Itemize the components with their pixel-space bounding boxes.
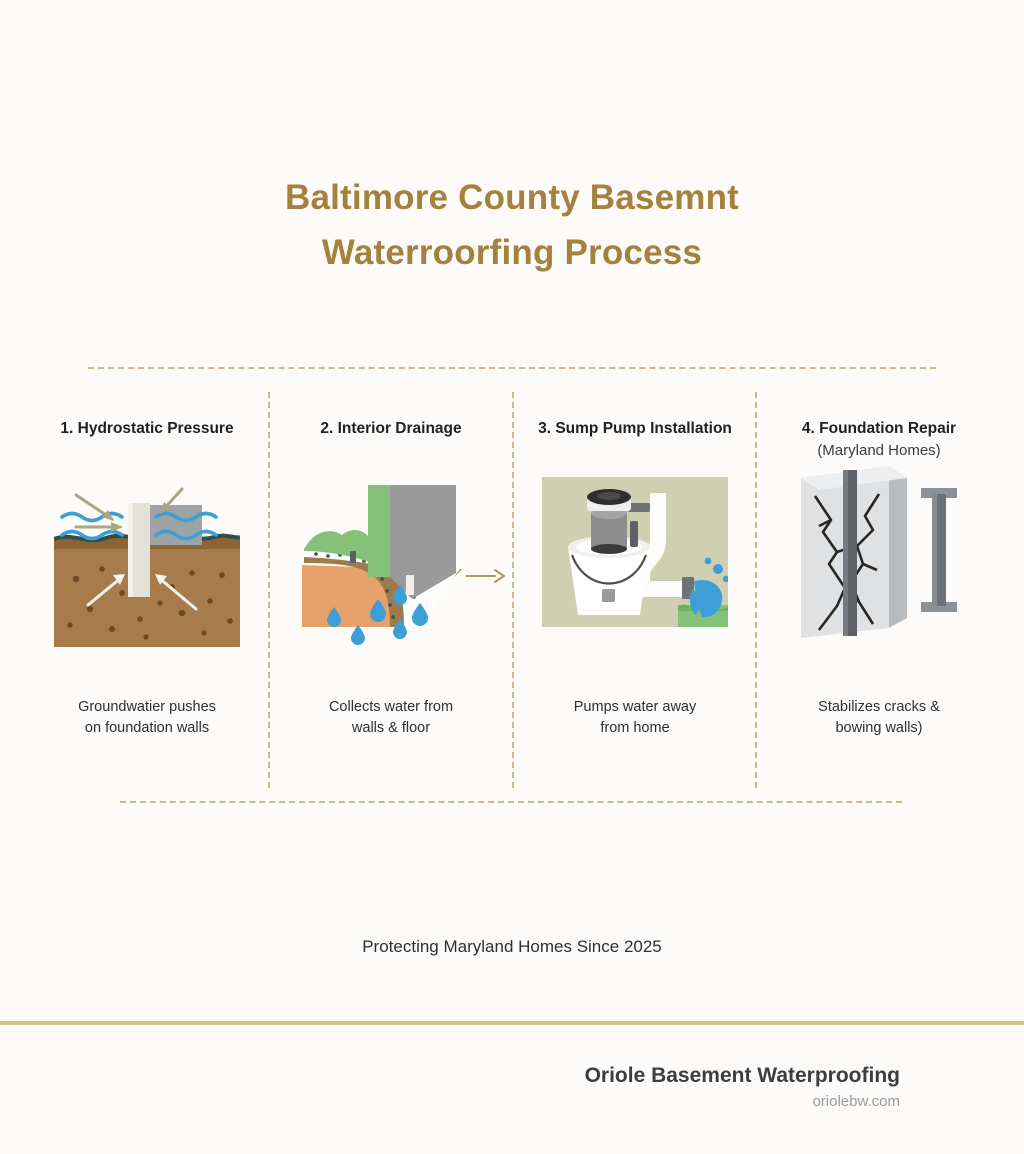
step-2-caption — [269, 697, 513, 739]
sump-pump-illustration — [513, 477, 757, 657]
footer-website[interactable]: oriolebw.com — [812, 1093, 900, 1110]
step-2-caption-line-2: walls & floor — [351, 720, 431, 736]
step-2-caption-line-1: Collects water from — [328, 699, 454, 715]
divider-top — [88, 367, 936, 369]
step-4-subtitle: (Maryland Homes) — [817, 442, 941, 459]
page-title — [0, 170, 1024, 280]
step-3-caption — [513, 697, 757, 739]
step-3-caption-line-1: Pumps water away — [573, 699, 697, 715]
steps-row — [0, 392, 1024, 792]
foundation-repair-illustration — [757, 460, 1001, 640]
hydrostatic-pressure-illustration — [25, 477, 269, 657]
step-3-title: 3. Sump Pump Installation — [538, 420, 732, 437]
step-4-title: 4. Foundation Repair — [801, 420, 957, 437]
title-line-1: Baltimore County Basemnt — [284, 178, 740, 217]
tagline: Protecting Maryland Homes Since 2025 — [362, 937, 662, 956]
divider-bottom — [120, 801, 902, 803]
step-1-caption-line-1: Groundwatier pushes — [78, 699, 216, 715]
step-4-caption — [757, 697, 1001, 739]
step-1-title: 1. Hydrostatic Pressure — [60, 420, 234, 437]
step-3 — [513, 392, 757, 792]
step-4-caption-line-2: bowing walls) — [835, 720, 923, 736]
title-line-2: Waterroorfing Process — [321, 233, 703, 272]
step-1-caption-line-2: on foundation walls — [84, 720, 210, 736]
step-1-caption — [25, 697, 269, 739]
footer-brand-name: Oriole Basement Waterproofing — [584, 1064, 900, 1087]
footer-accent-bar — [0, 1021, 1024, 1025]
step-1 — [25, 392, 269, 792]
footer — [585, 1062, 900, 1114]
step-3-caption-line-2: from home — [600, 720, 670, 736]
step-2-title: 2. Interior Drainage — [320, 420, 462, 437]
step-4-caption-line-1: Stabilizes cracks & — [818, 699, 940, 715]
step-4 — [757, 392, 1001, 792]
step-2 — [269, 392, 513, 792]
flow-arrow-icon — [466, 566, 506, 586]
